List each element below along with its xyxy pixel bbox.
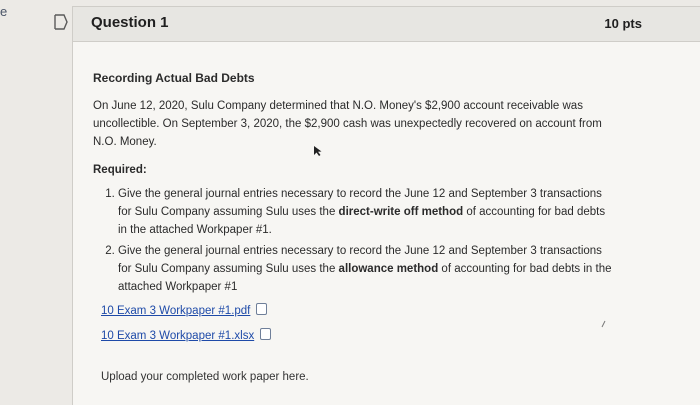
requirement-method: allowance method bbox=[338, 263, 439, 275]
question-paragraph: On June 12, 2020, Sulu Company determined that N.O. Money's $2,900 account receivable was uncollectible. On September 3, 2020, the $2,900 cash was unexpectedly recovered on account from N.O. Money. bbox=[93, 100, 602, 148]
required-label: Required: bbox=[93, 164, 147, 176]
requirement-text: Give the general journal entries necessary to record the June 12 and September 3 transactions for Sulu Company assuming Sulu uses the bbox=[118, 245, 602, 275]
requirement-text: Give the general journal entries necessary to record the June 12 and September 3 transactions for Sulu Company assuming Sulu uses the bbox=[118, 188, 602, 218]
requirement-item bbox=[118, 185, 613, 239]
requirement-text: of accounting for bad debts in the attached Workpaper #1. bbox=[118, 206, 606, 236]
attachment-link-xlsx[interactable] bbox=[101, 327, 613, 345]
question-heading: Recording Actual Bad Debts bbox=[93, 71, 255, 85]
attachment-label[interactable]: 10 Exam 3 Workpaper #1.pdf bbox=[101, 305, 251, 317]
document-preview-icon[interactable] bbox=[260, 328, 271, 340]
stray-mark-icon bbox=[601, 320, 606, 328]
question-header bbox=[73, 7, 700, 42]
attachment-link-pdf[interactable] bbox=[101, 302, 613, 320]
document-preview-icon[interactable] bbox=[256, 303, 267, 315]
requirement-text: of accounting for bad debts in the attached Workpaper #1 bbox=[118, 263, 612, 293]
requirement-item bbox=[118, 242, 613, 296]
requirements-list bbox=[93, 185, 613, 296]
attachment-label[interactable]: 10 Exam 3 Workpaper #1.xlsx bbox=[101, 330, 255, 342]
question-body bbox=[93, 69, 613, 352]
sidebar-edge-text: e bbox=[0, 4, 8, 19]
requirement-method: direct-write off method bbox=[338, 206, 464, 218]
question-points: 10 pts bbox=[604, 16, 642, 31]
question-title: Question 1 bbox=[91, 14, 169, 31]
upload-prompt: Upload your completed work paper here. bbox=[101, 371, 309, 383]
mouse-cursor-icon bbox=[313, 145, 323, 157]
attachments bbox=[101, 302, 613, 345]
question-card bbox=[72, 6, 700, 405]
flag-question-icon[interactable] bbox=[52, 13, 68, 31]
